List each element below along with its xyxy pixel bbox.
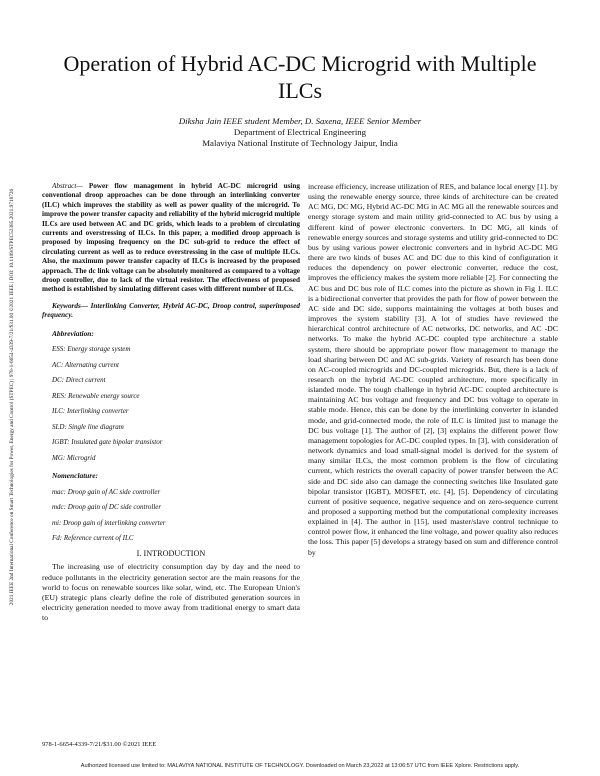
- abstract: [42, 182, 300, 295]
- nomenclature-item: mac: Droop gain of AC side controller: [52, 487, 161, 496]
- intro-paragraph: The increasing use of electricity consumption day by day and the need to reduce pollutants in the electricity generation sector are the main reasons for the world to focus on renewable sources like solar, wind, etc. The European Union's (EU) strategic plans clearly define the role of distributed generation sources in electricity generation needed to move away from traditional energy to smart data to: [42, 562, 300, 623]
- nomenclature-heading: Nomenclature:: [52, 470, 98, 480]
- abbreviation-item: DC: Direct current: [52, 376, 106, 385]
- nomenclature-item: mi: Droop gain of interlinking converter: [52, 518, 166, 527]
- footer-isbn: 978-1-6654-4339-7/21/$31.00 ©2021 IEEE: [42, 741, 157, 748]
- nomenclature-item: Fd: Reference current of ILC: [52, 534, 134, 543]
- abbreviation-item: MG: Microgrid: [52, 453, 96, 462]
- author-department: Department of Electrical Engineering: [233, 127, 367, 137]
- author-institute: Malaviya National Institute of Technology Jaipur, India: [202, 138, 398, 148]
- nomenclature-item: mdc: Droop gain of DC side controller: [52, 503, 162, 512]
- author-names: Diksha Jain IEEE student Member, D. Saxena, IEEE Senior Member: [178, 116, 422, 126]
- paper-title: Operation of Hybrid AC-DC Microgrid with Multiple ILCs: [63, 51, 537, 103]
- abbreviation-item: ESS: Energy storage system: [52, 345, 131, 354]
- abbreviation-heading: Abbreviation:: [52, 328, 94, 338]
- section-heading-introduction: I. INTRODUCTION: [136, 549, 206, 559]
- conference-sidebar: [6, 82, 18, 712]
- abbreviation-item: IGBT: Insulated gate bipolar transistor: [52, 438, 163, 447]
- keywords: Keywords— Interlinking Converter, Hybrid AC-DC, Droop control, superimposed frequency.: [42, 301, 300, 320]
- abstract-label: Abstract—: [52, 182, 83, 190]
- right-column-text: increase efficiency, increase utilization of RES, and balance local energy [1]. by using the renewable energy source, three kinds of architecture can be created AC MG, DC MG, Hybrid AC-DC MG in AC MG all the renewable sources and energy storage system and main utility grid-connected to AC bus by using a different kind of power electronic converters. In DC MG, all kinds of renewable energy sources and storage systems and utility grid-connected to DC bus by using various power electronic converters and in hybrid AC-DC MG there are two kinds of buses AC and DC due to this kind of configuration it reduces the dependency on power electronic converter, reduce the cost, improves the efficiency makes the system more reliable [2]. For connecting the AC bus and DC bus role of ILC comes into the picture as shown in Fig 1. ILC is a bidirectional converter that provides the path for flow of power between the AC side and DC side, supports maintaining the voltages at both buses and improves the system stability [3]. A lot of studies have reviewed the hierarchical control architecture of AC networks, DC networks, and AC -DC networks. To make the hybrid AC-DC coupled type architecture a stable system, there should be appropriate power flow management to manage the load sharing between DC and AC sub-grids. Variety of research has been done on AC-coupled microgrids and DC-coupled microgrids. But, there is a lack of research on the hybrid AC-DC coupled architecture, more specifically in islanded mode. The tough challenge in hybrid AC-DC coupled architecture is maintaining AC bus voltage and frequency and DC bus voltage to operate in stable mode. Hence, this can be done by the interlinking converter in islanded mode, and grid-connected mode, the role of ILC is limited just to manage the DC bus voltage [1]. The author of [2], [3] explains the different power flow management topologies for AC-DC coupled types. In [3], with consideration of network dynamics and load small-signal model is derived for the system of many similar ILCs, the most common problem is the flow of circulating current, which restricts the overall capacity of power transfer between the AC side and DC side also can damage the connecting switches like Insulated gate bipolar transistor (IGBT), MOSFET, etc. [4], [5]. Dependency of circulating current of positive sequence, negative sequence and on zero-sequence current and proposed a supporting method but the computational complexity increases explained in [4]. The author in [15], used master/slave control technique to control power flow, it enhanced the line voltage, and power quality also reduces the loss. This paper [5] develops a strategy based on sum and difference control by: [308, 182, 558, 557]
- abbreviation-item: AC: Alternating current: [52, 360, 119, 369]
- abstract-text: Power flow management in hybrid AC-DC microgrid using conventional droop approaches can be done through an interlinking converter (ILC) which improves the stability as well as power quality of the microgrid. To improve the power transfer capacity and reliability of the hybrid microgrid multiple ILCs are used between AC and DC grids, which leads to a problem of circulating currents and overstressing of ILCs. In this paper, a modified droop approach is proposed by imposing frequency on the DC sub-grid to reduce the effect of circulating current as well as to reduce overstressing in the case of multiple ILCs. Also, the maximum power transfer capacity of ILCs is increased by the proposed approach. The dc link voltage can be absolutely monitored as compared to a voltage droop controller, due to lack of the virtual resistor. The effectiveness of proposed method is established by simulating different cases with different number of ILCs.: [42, 182, 300, 294]
- author-block: [60, 116, 540, 149]
- right-column: [308, 182, 558, 558]
- sidebar-text: 2021 IEEE 2nd International Conference on Smart Technologies for Power, Energy and Control (STPEC) | 978-1-6654-4339-7/21/$31.00 ©2021 IEEE | DOI: 10.1109/STPEC52385.2021.9718726: [9, 188, 15, 606]
- left-column: [42, 182, 300, 624]
- abbreviation-item: ILC: Interlinking converter: [52, 407, 129, 416]
- abbreviation-item: SLD: Single line diagram: [52, 422, 124, 431]
- abbreviation-item: RES: Renewable energy source: [52, 391, 140, 400]
- authorized-use-line: Authorized licensed use limited to: MALAVIYA NATIONAL INSTITUTE OF TECHNOLOGY. Downloaded on March 23,2022 at 13:06:57 UTC from IEEE Xplore. Restrictions apply.: [80, 763, 520, 769]
